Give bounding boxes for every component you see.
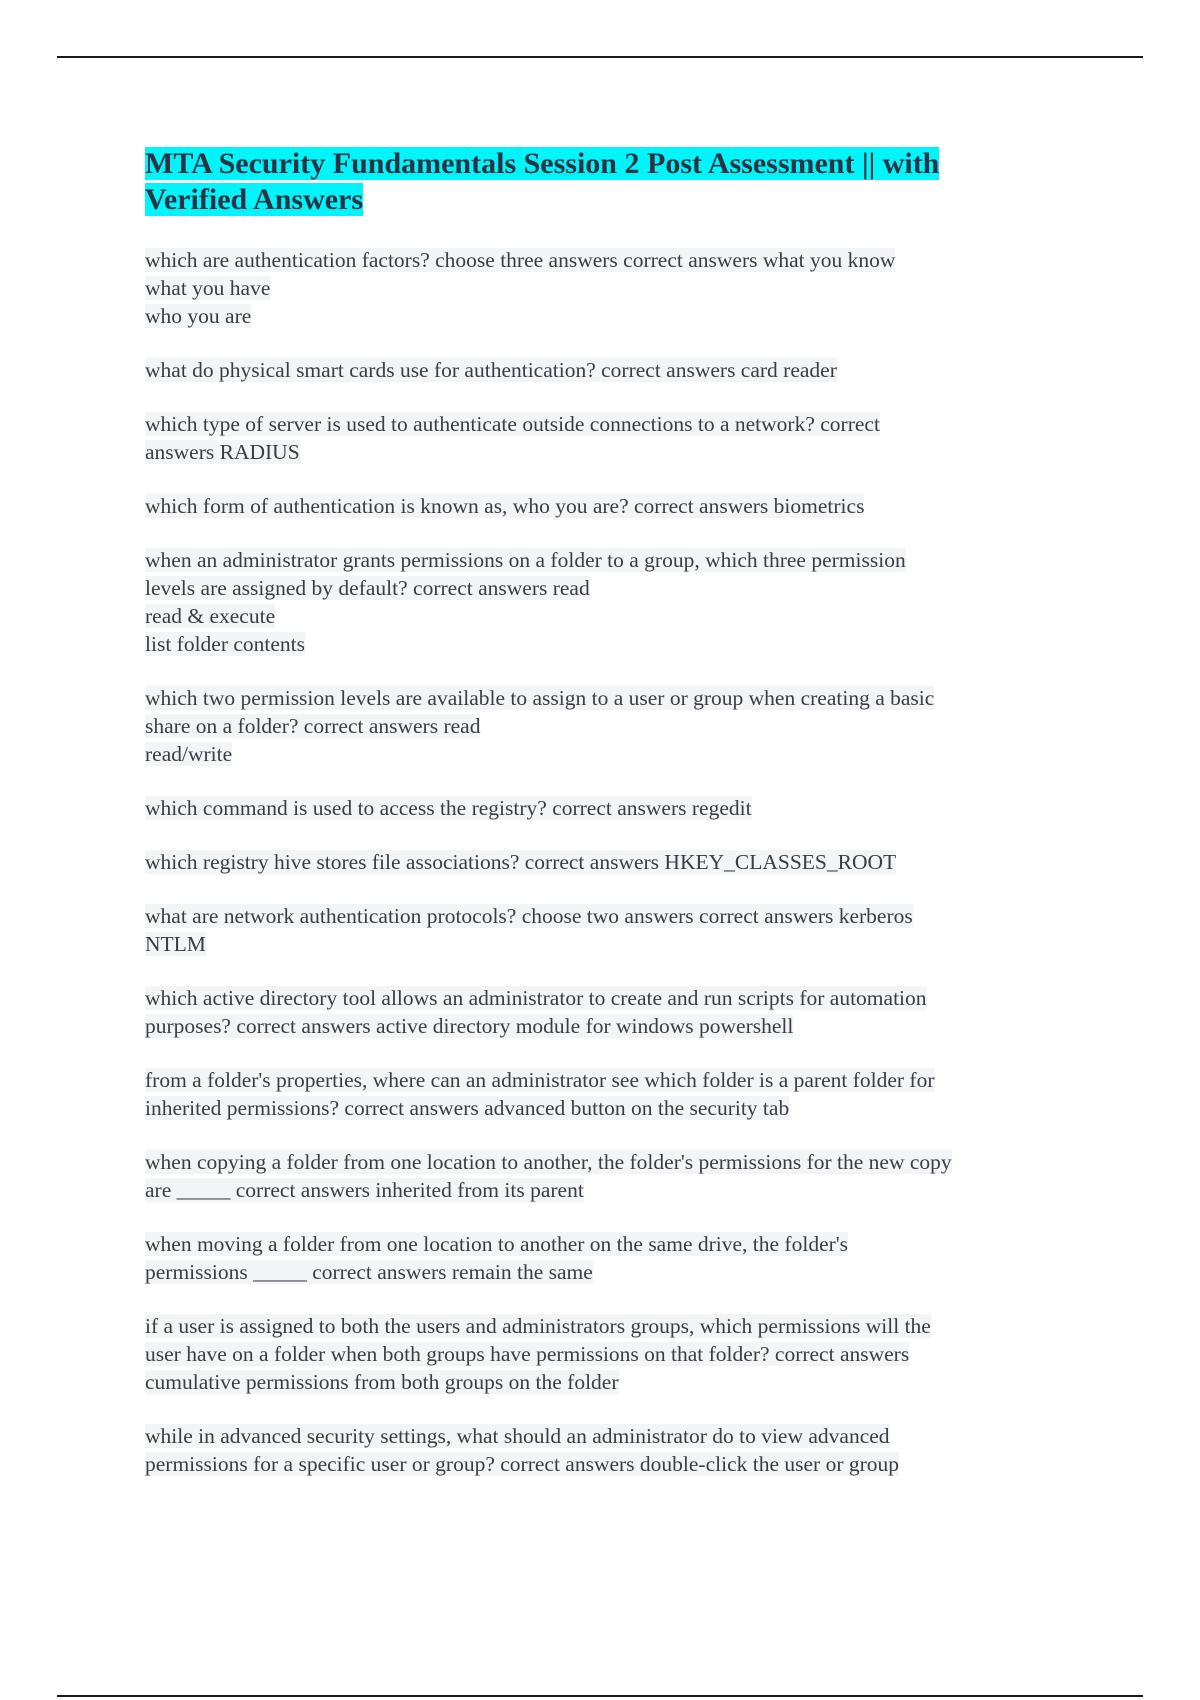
title-line-1: MTA Security Fundamentals Session 2 Post Assessment || with <box>145 147 940 180</box>
qa-line-text: purposes? correct answers active directory module for windows powershell <box>145 1014 794 1038</box>
qa-line-text: when an administrator grants permissions on a folder to a group, which three permission <box>145 548 906 572</box>
qa-line-text: which type of server is used to authenticate outside connections to a network? correct <box>145 412 880 436</box>
qa-line <box>145 1012 1075 1040</box>
title-line-2: Verified Answers <box>145 183 364 216</box>
qa-line-text: inherited permissions? correct answers advanced button on the security tab <box>145 1096 790 1120</box>
qa-line <box>145 492 1075 520</box>
qa-line <box>145 740 1075 768</box>
qa-line <box>145 356 1075 384</box>
qa-line <box>145 1340 1075 1368</box>
qa-line-text: user have on a folder when both groups have permissions on that folder? correct answers <box>145 1342 910 1366</box>
qa-line <box>145 930 1075 958</box>
qa-line <box>145 410 1075 438</box>
qa-line-text: from a folder's properties, where can an administrator see which folder is a parent folder for <box>145 1068 935 1092</box>
qa-item <box>145 410 1075 466</box>
qa-line <box>145 246 1075 274</box>
qa-line-text: while in advanced security settings, what should an administrator do to view advanced <box>145 1424 890 1448</box>
qa-line <box>145 302 1075 330</box>
qa-line <box>145 1422 1075 1450</box>
qa-line <box>145 438 1075 466</box>
qa-item <box>145 848 1075 876</box>
qa-line <box>145 1176 1075 1204</box>
qa-line-text: which active directory tool allows an administrator to create and run scripts for automation <box>145 986 927 1010</box>
qa-line-text: read/write <box>145 742 233 766</box>
qa-line-text: are _____ correct answers inherited from its parent <box>145 1178 584 1202</box>
qa-item <box>145 246 1075 330</box>
qa-line <box>145 794 1075 822</box>
qa-line-text: which command is used to access the registry? correct answers regedit <box>145 796 752 820</box>
qa-line-text: answers RADIUS <box>145 440 300 464</box>
qa-item <box>145 1230 1075 1286</box>
qa-line-text: which registry hive stores file associations? correct answers HKEY_CLASSES_ROOT <box>145 850 897 874</box>
qa-line <box>145 984 1075 1012</box>
qa-line <box>145 1230 1075 1258</box>
qa-line <box>145 1450 1075 1478</box>
qa-line-text: if a user is assigned to both the users and administrators groups, which permissions will the <box>145 1314 931 1338</box>
qa-line <box>145 602 1075 630</box>
qa-line-text: read & execute <box>145 604 276 628</box>
qa-line <box>145 546 1075 574</box>
qa-item <box>145 356 1075 384</box>
qa-line <box>145 1066 1075 1094</box>
qa-line <box>145 684 1075 712</box>
qa-item <box>145 546 1075 658</box>
qa-line-text: which are authentication factors? choose three answers correct answers what you know <box>145 248 896 272</box>
qa-line-text: who you are <box>145 304 252 328</box>
qa-list <box>145 246 1075 1478</box>
qa-line-text: share on a folder? correct answers read <box>145 714 481 738</box>
qa-line <box>145 712 1075 740</box>
qa-item <box>145 684 1075 768</box>
qa-line <box>145 1368 1075 1396</box>
qa-line <box>145 274 1075 302</box>
qa-line-text: what are network authentication protocols? choose two answers correct answers kerberos <box>145 904 913 928</box>
qa-line <box>145 574 1075 602</box>
document-title <box>145 146 1075 218</box>
qa-line <box>145 848 1075 876</box>
qa-line-text: which two permission levels are available to assign to a user or group when creating a basic <box>145 686 935 710</box>
qa-line-text: NTLM <box>145 932 206 956</box>
qa-line <box>145 630 1075 658</box>
qa-line-text: which form of authentication is known as, who you are? correct answers biometrics <box>145 494 865 518</box>
qa-line-text: permissions for a specific user or group? correct answers double-click the user or group <box>145 1452 900 1476</box>
qa-line-text: what you have <box>145 276 271 300</box>
qa-item <box>145 1148 1075 1204</box>
qa-item <box>145 1066 1075 1122</box>
qa-item <box>145 492 1075 520</box>
qa-item <box>145 1312 1075 1396</box>
qa-line-text: permissions _____ correct answers remain the same <box>145 1260 593 1284</box>
qa-line <box>145 902 1075 930</box>
qa-line <box>145 1094 1075 1122</box>
qa-line-text: when copying a folder from one location to another, the folder's permissions for the new copy <box>145 1150 952 1174</box>
qa-line-text: list folder contents <box>145 632 306 656</box>
qa-item <box>145 794 1075 822</box>
qa-line-text: what do physical smart cards use for authentication? correct answers card reader <box>145 358 837 382</box>
bottom-rule <box>57 1695 1143 1697</box>
qa-line <box>145 1258 1075 1286</box>
qa-item <box>145 902 1075 958</box>
qa-item <box>145 984 1075 1040</box>
qa-line <box>145 1312 1075 1340</box>
qa-line-text: levels are assigned by default? correct answers read <box>145 576 590 600</box>
qa-line-text: cumulative permissions from both groups on the folder <box>145 1370 619 1394</box>
qa-line-text: when moving a folder from one location to another on the same drive, the folder's <box>145 1232 849 1256</box>
top-rule <box>57 56 1143 58</box>
qa-item <box>145 1422 1075 1478</box>
qa-line <box>145 1148 1075 1176</box>
document-body <box>145 146 1075 1504</box>
